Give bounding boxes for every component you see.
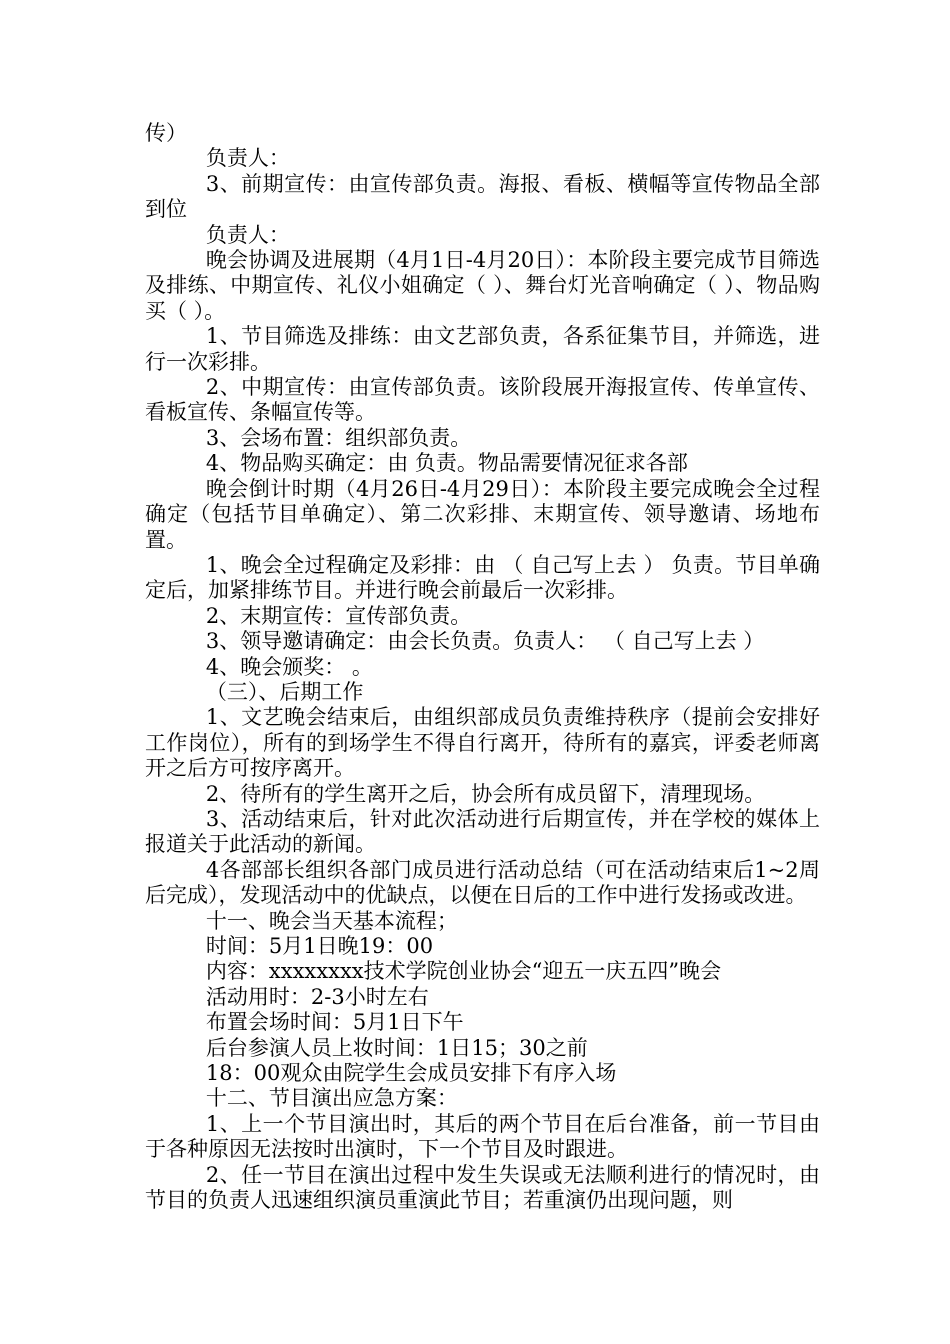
paragraph-replay-program: 2、任一节目在演出过程中发生失误或无法顺利进行的情况时，由节目的负责人迅速组织演员重演此节目；若重演仍出现问题，则: [145, 1162, 820, 1213]
paragraph-person-in-charge: 负责人：: [205, 146, 290, 171]
section-heading-post-work: （三）、后期工作: [205, 679, 364, 704]
paragraph-awards: 4、晚会颁奖： 。: [205, 654, 373, 679]
paragraph-backup-program: 1、上一个节目演出时，其后的两个节目在后台准备，前一节目由于各种原因无法按时出演时，下一个节目及时跟进。: [145, 1111, 820, 1162]
paragraph-final-publicity: 2、末期宣传：宣传部负责。: [205, 603, 472, 628]
paragraph-summary: 4各部部长组织各部门成员进行活动总结（可在活动结束后1~2周后完成），发现活动中的优缺点，以便在日后的工作中进行发扬或改进。: [145, 857, 820, 908]
paragraph-person-in-charge: 负责人：: [205, 222, 290, 247]
paragraph-continuation: 传）: [145, 121, 187, 145]
paragraph-early-publicity: 3、前期宣传：由宣传部负责。海报、看板、横幅等宣传物品全部到位: [145, 171, 820, 222]
paragraph-mid-publicity: 2、中期宣传：由宣传部负责。该阶段展开海报宣传、传单宣传、看板宣传、条幅宣传等。: [145, 375, 820, 425]
paragraph-time: 时间：5月1日晚19：00: [205, 934, 434, 958]
paragraph-audience-entry: 18：00观众由院学生会成员安排下有序入场: [205, 1061, 617, 1086]
paragraph-coordination-phase: 晚会协调及进展期（4月1日-4月20日）：本阶段主要完成节目筛选及排练、中期宣传、礼仪小姐确定（ ）、舞台灯光音响确定（ ）、物品购买（ ）。: [145, 248, 820, 323]
paragraph-cleanup: 2、待所有的学生离开之后，协会所有成员留下，清理现场。: [205, 781, 766, 806]
paragraph-content: 内容：xxxxxxxx技术学院创业协会“迎五一庆五四”晚会: [205, 959, 722, 984]
paragraph-setup-time: 布置会场时间：5月1日下午: [205, 1010, 464, 1035]
document-page: [145, 121, 820, 1213]
paragraph-post-publicity: 3、活动结束后，针对此次活动进行后期宣传，并在学校的媒体上报道关于此活动的新闻。: [145, 806, 820, 857]
paragraph-leader-invitation: 3、领导邀请确定：由会长负责。负责人： （ 自己写上去 ）: [205, 629, 765, 654]
paragraph-countdown-phase: 晚会倒计时期（4月26日-4月29日）：本阶段主要完成晚会全过程确定（包括节目单确定）、第二次彩排、末期宣传、领导邀请、场地布置。: [145, 476, 820, 552]
section-heading-emergency-plan: 十二、节目演出应急方案：: [205, 1086, 458, 1111]
paragraph-rehearsal: 1、晚会全过程确定及彩排：由 （ 自己写上去 ） 负责。节目单确定后，加紧排练节目。并进行晚会前最后一次彩排。: [145, 552, 820, 603]
paragraph-makeup-time: 后台参演人员上妆时间：1日15；30之前: [205, 1035, 588, 1060]
paragraph-duration: 活动用时：2-3小时左右: [205, 984, 429, 1009]
paragraph-venue-setup: 3、会场布置：组织部负责。: [205, 425, 472, 450]
paragraph-program-selection: 1、节目筛选及排练：由文艺部负责，各系征集节目，并筛选，进行一次彩排。: [145, 324, 820, 374]
paragraph-purchasing: 4、物品购买确定：由 负责。物品需要情况征求各部: [205, 451, 688, 476]
paragraph-order-keeping: 1、文艺晚会结束后，由组织部成员负责维持秩序（提前会安排好工作岗位），所有的到场学生不得自行离开，待所有的嘉宾，评委老师离开之后方可按序离开。: [145, 705, 820, 781]
section-heading-day-flow: 十一、晚会当天基本流程；: [205, 908, 458, 933]
